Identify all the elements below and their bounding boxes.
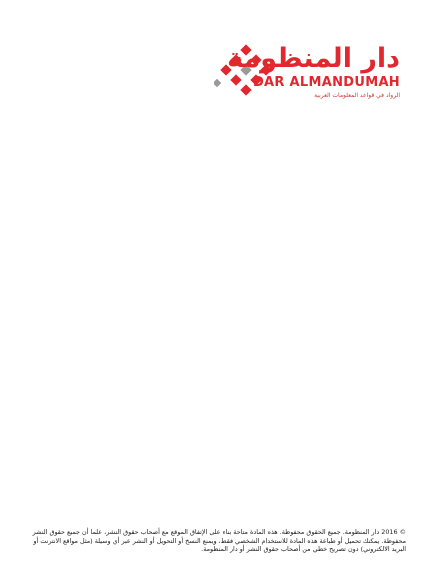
- publisher-logo: [214, 44, 400, 106]
- copyright-footer: © 2016 دار المنظومة. جميع الحقوق محفوظة. هذه المادة متاحة بناء على الإتفاق الموقع مع أصحاب حقوق النشر، علما أن جميع حقوق النشر محفوظة. يمكنك تحميل أو طباعة هذه المادة للاستخدام الشخصي فقط، ويمنع النسخ أو التحويل أو النشر عبر أي وسيلة (مثل مواقع الانترنت أو البريد الالكتروني) دون تصريح خطي من أصحاب حقوق النشر أو دار المنظومة.: [32, 528, 406, 554]
- logo-english-name: DAR ALMANDUMAH: [252, 75, 400, 90]
- logo-tagline: الرواد في قواعد المعلومات العربية: [314, 92, 400, 99]
- logo-arabic-name: دار المنظومة: [227, 43, 400, 74]
